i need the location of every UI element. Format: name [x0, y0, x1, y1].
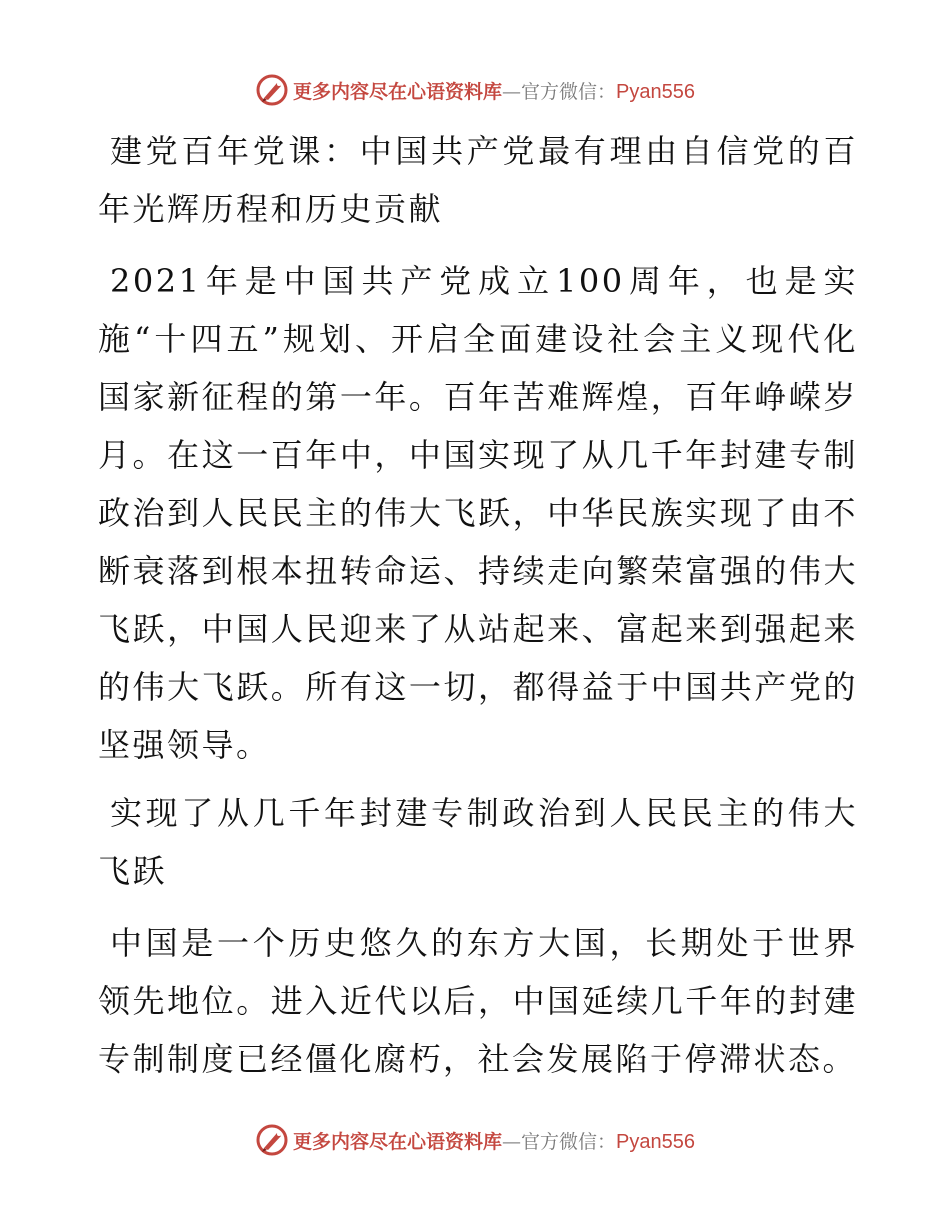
- pen-circle-logo: [255, 1123, 289, 1157]
- banner-wechat-id: Pyan556: [616, 1130, 695, 1153]
- section-heading: 实现了从几千年封建专制政治到人民民主的伟大飞跃: [98, 794, 858, 890]
- body-paragraph: 中国是一个历史悠久的东方大国，长期处于世界领先地位。进入近代以后，中国延续几千年的封建专制制度已经僵化腐朽，社会发展陷于停滞状态。: [98, 924, 858, 1078]
- banner-label: 官方微信：: [521, 1130, 617, 1153]
- pen-circle-logo: [255, 73, 289, 107]
- intro-paragraph: 2021年是中国共产党成立100周年，也是实施“十四五”规划、开启全面建设社会主义现代化国家新征程的第一年。百年苦难辉煌，百年峥嵘岁月。在这一百年中，中国实现了从几千年封建专制政治到人民民主的伟大飞跃，中华民族实现了由不断衰落到根本扭转命运、持续走向繁荣富强的伟大飞跃，中国人民迎来了从站起来、富起来到强起来的伟大飞跃。所有这一切，都得益于中国共产党的坚强领导。: [98, 262, 858, 764]
- banner-wechat-id: Pyan556: [616, 80, 695, 103]
- document-title: 建党百年党课：中国共产党最有理由自信党的百年光辉历程和历史贡献: [98, 132, 858, 228]
- banner-label: 官方微信：: [521, 80, 617, 103]
- header-watermark-banner: [0, 70, 950, 110]
- banner-slogan: 更多内容尽在心语资料库: [293, 80, 503, 103]
- banner-slogan: 更多内容尽在心语资料库: [293, 1130, 503, 1153]
- footer-watermark-banner: [0, 1120, 950, 1160]
- banner-dash: —: [502, 80, 522, 103]
- banner-dash: —: [502, 1130, 522, 1153]
- document-body: [98, 122, 858, 1098]
